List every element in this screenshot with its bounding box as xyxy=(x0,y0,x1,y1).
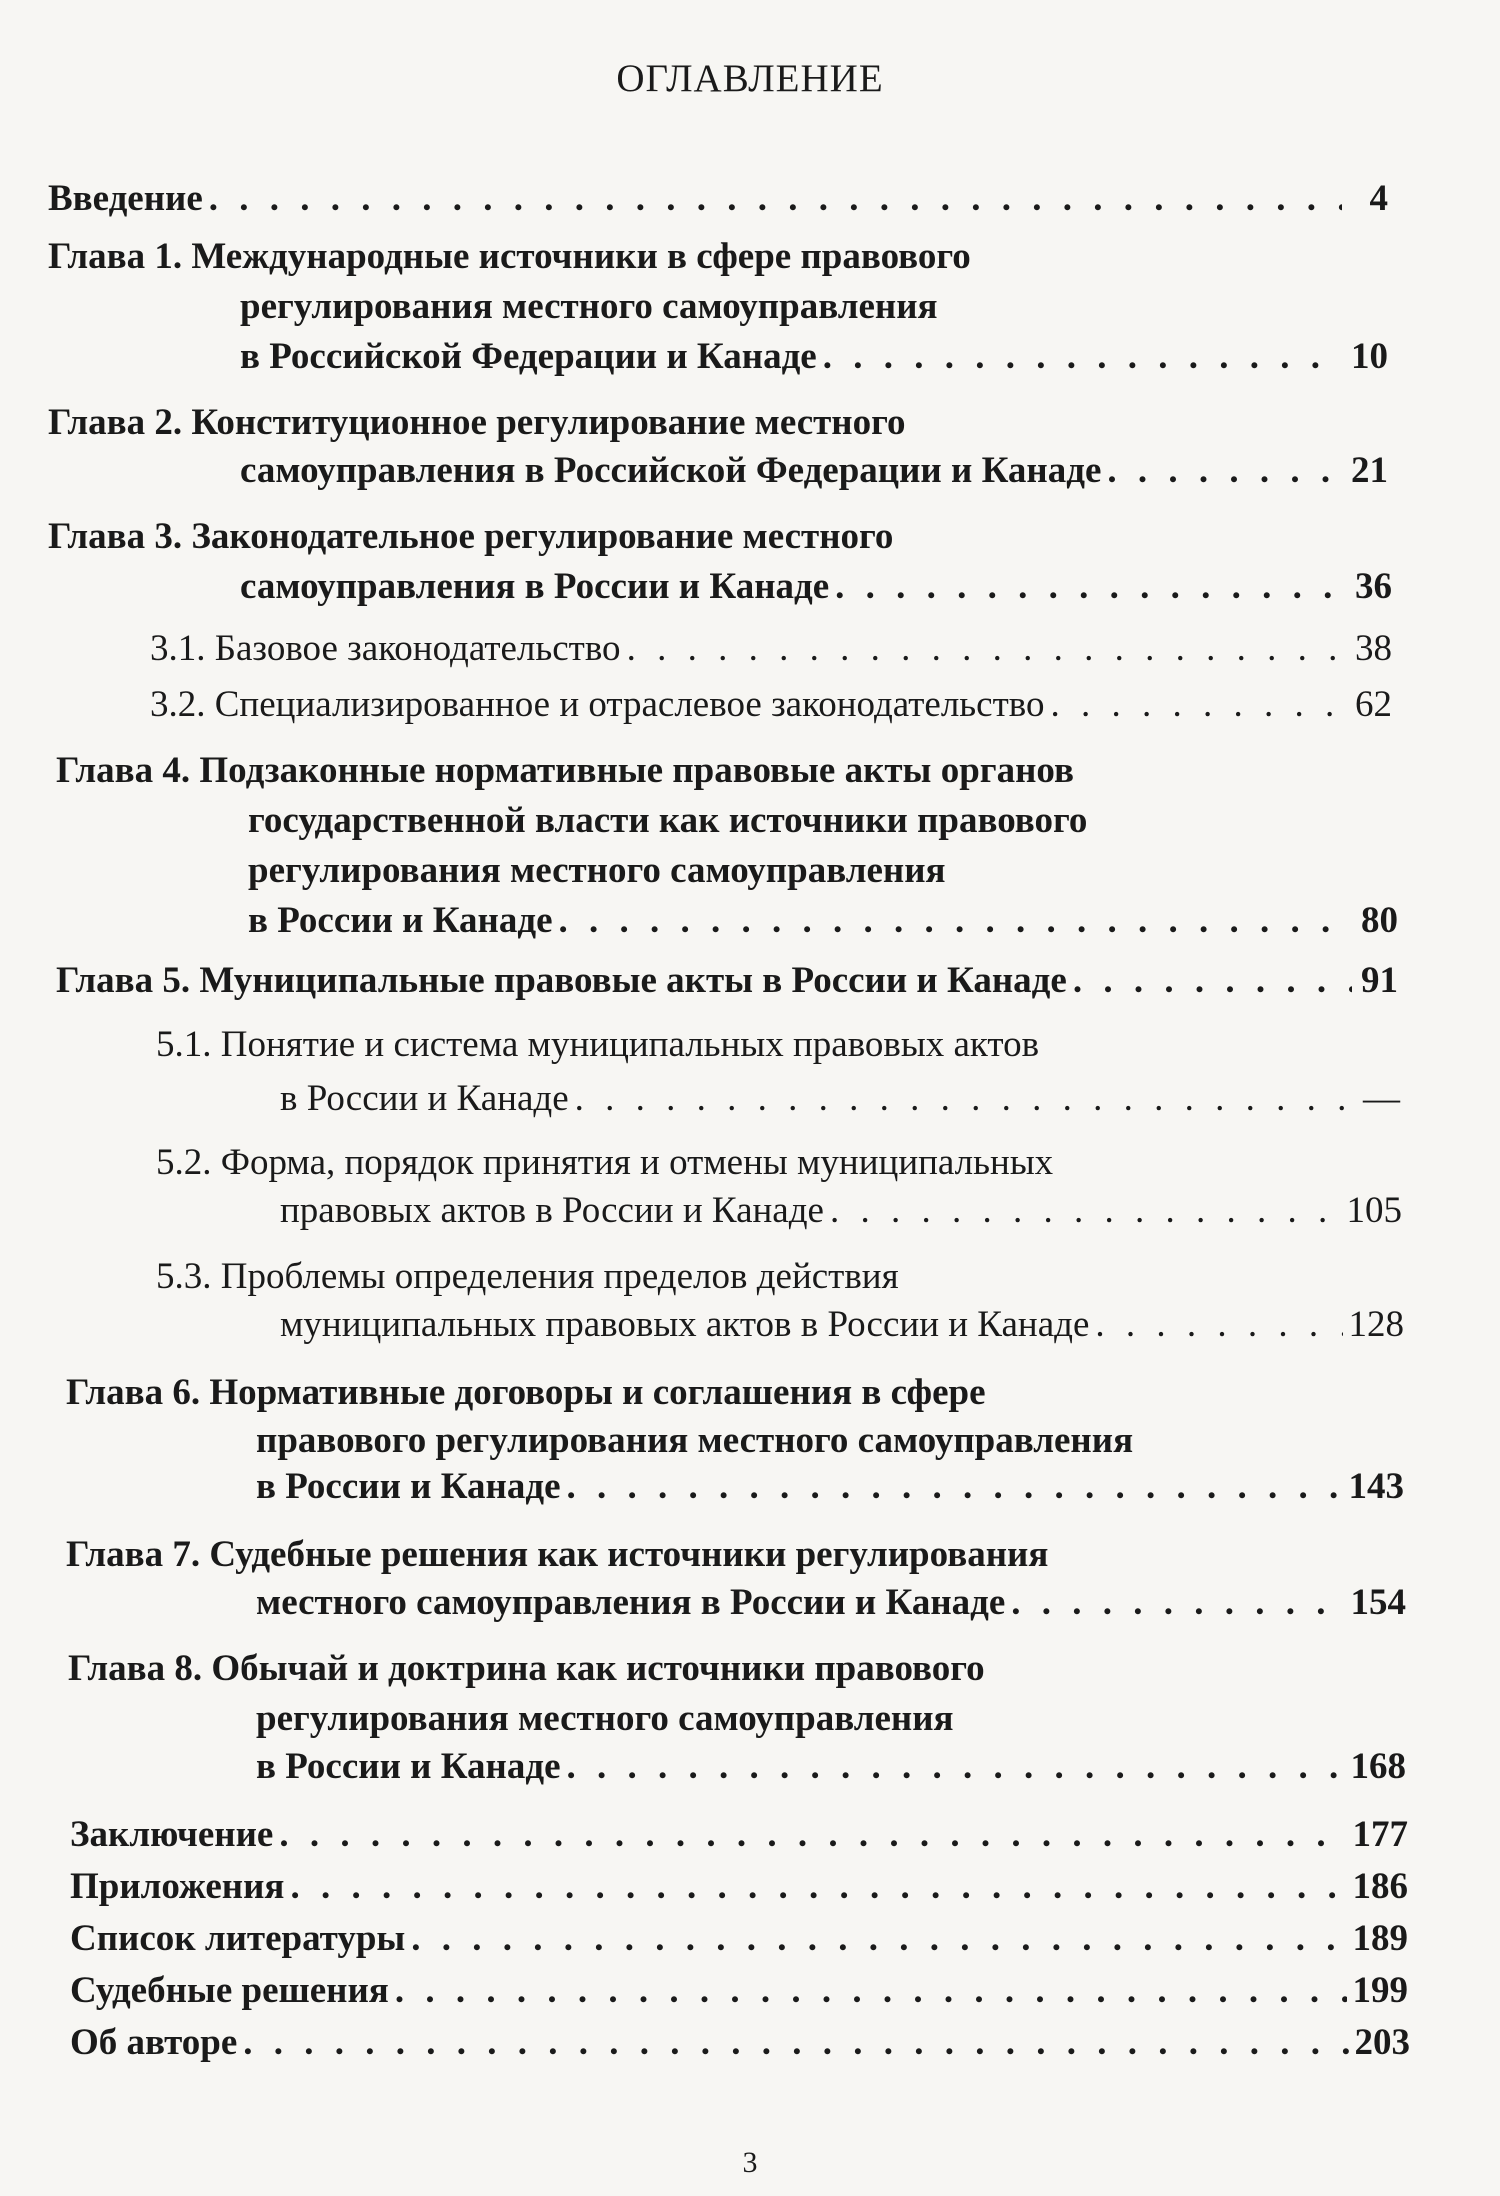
leader-dots xyxy=(411,1920,1346,1957)
toc-section-3-2[interactable] xyxy=(150,686,1392,723)
toc-chapter-2-last-line[interactable] xyxy=(240,452,1388,489)
leader-dots xyxy=(823,338,1342,375)
toc-chapter-4-line-2[interactable]: государственной власти как источники правового xyxy=(248,800,1088,841)
toc-section-5-3-last-line[interactable] xyxy=(280,1306,1404,1343)
toc-page-number: 62 xyxy=(1355,684,1392,725)
leader-dots xyxy=(830,1192,1341,1229)
toc-chapter-1-line-2[interactable]: регулирования местного самоуправления xyxy=(240,286,938,327)
toc-chapter-2-line-1[interactable]: Глава 2. Конституционное регулирование местного xyxy=(48,402,906,443)
leader-dots xyxy=(209,180,1342,217)
toc-page-number: 21 xyxy=(1351,450,1388,491)
toc-page-number: 154 xyxy=(1350,1582,1406,1623)
toc-page-number: 4 xyxy=(1369,178,1388,219)
toc-page-number: 105 xyxy=(1346,1190,1402,1231)
leader-dots xyxy=(279,1816,1346,1853)
toc-page-number: 38 xyxy=(1355,628,1392,669)
toc-entry-title: Заключение xyxy=(70,1814,274,1855)
toc-entry-title: в России и Канаде xyxy=(280,1078,569,1119)
toc-page-number: 189 xyxy=(1352,1918,1408,1959)
toc-chapter-1-last-line[interactable] xyxy=(240,338,1388,375)
leader-dots xyxy=(1095,1306,1342,1343)
toc-entry-title: в России и Канаде xyxy=(248,900,553,941)
toc-section-3-1[interactable] xyxy=(150,630,1392,667)
leader-dots xyxy=(243,2024,1348,2061)
page-title: ОГЛАВЛЕНИЕ xyxy=(616,57,884,100)
toc-entry-title: местного самоуправления в России и Канаде xyxy=(256,1582,1006,1623)
toc-entry-title: в России и Канаде xyxy=(256,1746,561,1787)
toc-entry-title: в Российской Федерации и Канаде xyxy=(240,336,817,377)
toc-chapter-4-line-1[interactable]: Глава 4. Подзаконные нормативные правовые акты органов xyxy=(56,750,1074,791)
toc-entry-title: Об авторе xyxy=(70,2022,238,2063)
leader-dots xyxy=(835,568,1346,605)
toc-chapter-4-last-line[interactable] xyxy=(248,902,1398,939)
toc-entry-about-author[interactable] xyxy=(70,2024,1410,2061)
toc-chapter-6-line-1[interactable]: Глава 6. Нормативные договоры и соглашения в сфере xyxy=(66,1372,986,1413)
leader-dots xyxy=(567,1748,1345,1785)
footer-page-number: 3 xyxy=(742,2146,758,2179)
toc-section-5-1-last-line[interactable] xyxy=(280,1080,1400,1117)
toc-page-number: 36 xyxy=(1355,566,1392,607)
leader-dots xyxy=(627,630,1346,667)
toc-chapter-8-line-1[interactable]: Глава 8. Обычай и доктрина как источники правового xyxy=(68,1648,985,1689)
toc-page-number: 186 xyxy=(1352,1866,1408,1907)
toc-entry-title: самоуправления в Российской Федерации и Канаде xyxy=(240,450,1102,491)
leader-dots xyxy=(395,1972,1347,2009)
toc-page-number: 91 xyxy=(1361,960,1398,1001)
toc-chapter-3-last-line[interactable] xyxy=(240,568,1392,605)
toc-chapter-1-line-1[interactable]: Глава 1. Международные источники в сфере правового xyxy=(48,236,971,277)
toc-section-5-3-line-1[interactable]: 5.3. Проблемы определения пределов действия xyxy=(156,1256,899,1297)
toc-chapter-4-line-3[interactable]: регулирования местного самоуправления xyxy=(248,850,946,891)
toc-chapter-7-last-line[interactable] xyxy=(256,1584,1406,1621)
leader-dots xyxy=(1050,686,1346,723)
toc-entry-title: 3.1. Базовое законодательство xyxy=(150,628,621,669)
toc-section-5-1-line-1[interactable]: 5.1. Понятие и система муниципальных правовых актов xyxy=(156,1024,1040,1065)
toc-page-number: 168 xyxy=(1350,1746,1406,1787)
leader-dots xyxy=(559,902,1352,939)
toc-section-5-2-line-1[interactable]: 5.2. Форма, порядок принятия и отмены муниципальных xyxy=(156,1142,1054,1183)
toc-entry-title: в России и Канаде xyxy=(256,1466,561,1507)
toc-entry-intro[interactable] xyxy=(48,180,1388,217)
leader-dots xyxy=(1011,1584,1344,1621)
toc-entry-title: муниципальных правовых актов в России и Канаде xyxy=(280,1304,1090,1345)
leader-dots xyxy=(1107,452,1342,489)
toc-entry-title: 3.2. Специализированное и отраслевое законодательство xyxy=(150,684,1045,725)
toc-entry-conclusion[interactable] xyxy=(70,1816,1408,1853)
toc-entry-title: Список литературы xyxy=(70,1918,406,1959)
toc-section-5-2-last-line[interactable] xyxy=(280,1192,1402,1229)
leader-dots xyxy=(1073,962,1352,999)
toc-page-number: 199 xyxy=(1352,1970,1408,2011)
toc-entry-title: Введение xyxy=(48,178,203,219)
toc-entry-appendix[interactable] xyxy=(70,1868,1408,1905)
toc-entry-title: правовых актов в России и Канаде xyxy=(280,1190,824,1231)
leader-dots xyxy=(567,1468,1343,1505)
toc-entry-title: Судебные решения xyxy=(70,1970,389,2011)
toc-page-number: 143 xyxy=(1348,1466,1404,1507)
toc-chapter-5[interactable] xyxy=(56,962,1398,999)
toc-page-number: 80 xyxy=(1361,900,1398,941)
toc-chapter-8-last-line[interactable] xyxy=(256,1748,1406,1785)
toc-entry-court-decisions[interactable] xyxy=(70,1972,1408,2009)
toc-entry-title: Глава 5. Муниципальные правовые акты в России и Канаде xyxy=(56,960,1067,1001)
toc-entry-bibliography[interactable] xyxy=(70,1920,1408,1957)
toc-page-number: 203 xyxy=(1354,2022,1410,2063)
toc-page-number: 128 xyxy=(1348,1304,1404,1345)
leader-dots xyxy=(290,1868,1346,1905)
toc-chapter-8-line-2[interactable]: регулирования местного самоуправления xyxy=(256,1698,954,1739)
toc-entry-title: Приложения xyxy=(70,1866,285,1907)
toc-chapter-7-line-1[interactable]: Глава 7. Судебные решения как источники регулирования xyxy=(66,1534,1049,1575)
toc-page-number: 10 xyxy=(1351,336,1388,377)
toc-chapter-6-line-2[interactable]: правового регулирования местного самоуправления xyxy=(256,1420,1134,1461)
toc-chapter-6-last-line[interactable] xyxy=(256,1468,1404,1505)
leader-dots xyxy=(575,1080,1354,1117)
toc-page-number: 177 xyxy=(1352,1814,1408,1855)
toc-chapter-3-line-1[interactable]: Глава 3. Законодательное регулирование местного xyxy=(48,516,894,557)
toc-entry-title: самоуправления в России и Канаде xyxy=(240,566,830,607)
toc-page-number: — xyxy=(1363,1078,1400,1119)
